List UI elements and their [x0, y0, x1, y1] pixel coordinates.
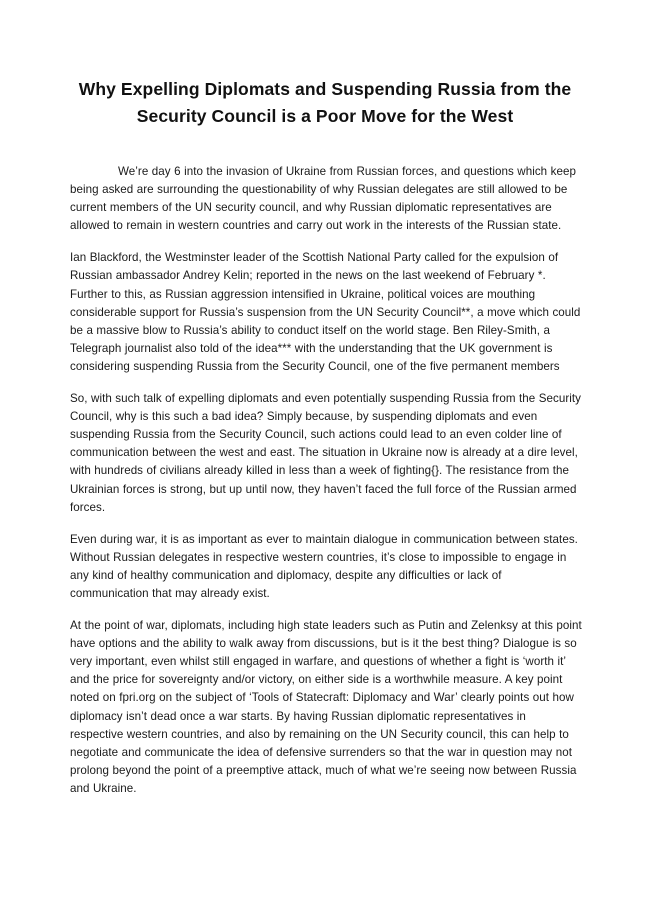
paragraph-intro: We’re day 6 into the invasion of Ukraine from Russian forces, and questions which keep being asked are surrounding the questionability of why Russian delegates are still allowed to be current members of the UN security council, and why Russian diplomatic representatives are allowed to remain in western countries and carry out work in the interests of the Russian state. [70, 165, 576, 233]
paragraph-bad-idea: So, with such talk of expelling diplomats and even potentially suspending Russia from the Security Council, why is this such a bad idea? Simply because, by suspending diplomats and even suspending Russia from the Security Council, such actions could lead to an even colder line of communication between the west and east. The situation in Ukraine now is already at a dire level, with hundreds of civilians already killed in less than a week of fighting{}. The resistance from the Ukrainian forces is strong, but up until now, they haven’t faced the full force of the Russian armed forces. [70, 392, 582, 514]
paragraph-statecraft: At the point of war, diplomats, including high state leaders such as Putin and Zelenksy at this point have options and the ability to walk away from discussions, but is it the best thing? Dialogue is so very important, even whilst still engaged in warfare, and questions of whether a fight is ‘worth it’ and the price for sovereignty and/or victory, on either side is a worthwhile measure. A key point noted on fpri.org on the subject of ‘Tools of Statecraft: Diplomacy and War’ clearly points out how diplomacy isn’t dead once a war starts. By having Russian diplomatic representatives in respective western countries, and also by remaining on the UN Security council, this can help to negotiate and communicate the idea of defensive surrenders so that the war in question may not prolong beyond the point of a preemptive attack, much of what we’re seeing now between Russia and Ukraine. [70, 619, 582, 795]
paragraph-blackford: Ian Blackford, the Westminster leader of the Scottish National Party called for the expulsion of Russian ambassador Andrey Kelin; reported in the news on the last weekend of February *. Further to this, as Russian aggression intensified in Ukraine, political voices are mouthing considerable support for Russia’s suspension from the UN Security Council**, a move which could be a massive blow to Russia’s ability to conduct itself on the world stage. Ben Riley-Smith, a Telegraph journalist also told of the idea*** with the understanding that the UK government is considering suspending Russia from the Security Council, one of the five permanent members [70, 251, 581, 373]
paragraph-dialogue: Even during war, it is as important as ever to maintain dialogue in communication between states. Without Russian delegates in respective western countries, it’s close to impossible to engage in any kind of healthy communication and diplomacy, despite any difficulties or lack of communication that may already exist. [70, 532, 578, 600]
document-body [70, 163, 582, 798]
document-title: Why Expelling Diplomats and Suspending Russia from the Security Council is a Poor Move for the West [78, 79, 572, 126]
